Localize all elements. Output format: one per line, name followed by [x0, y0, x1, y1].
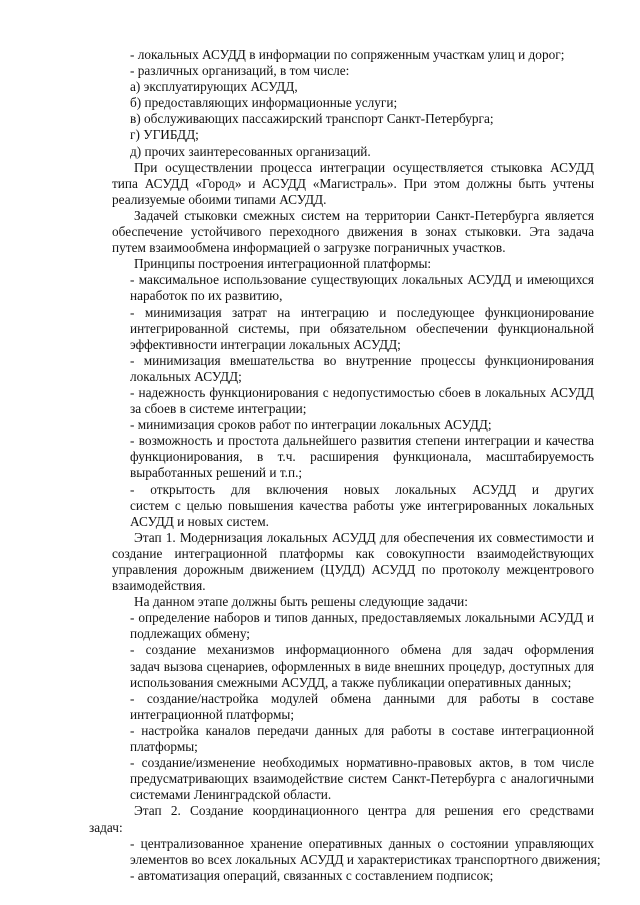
text-line: Этап 2. Создание координационного центра для решения его средствами: [134, 803, 594, 819]
text-line: реализуемые обоими типами АСУДД.: [112, 191, 327, 207]
text-line: - автоматизация операций, связанных с составлением подписок;: [130, 867, 494, 883]
text-line: Принципы построения интеграционной платформы:: [134, 256, 432, 272]
text-line: - минимизация сроков работ по интеграции локальных АСУДД;: [130, 417, 492, 433]
text-line: функционирования, в т.ч. расширения функционала, масштабируемость: [130, 449, 594, 465]
text-line: задач вызова сценариев, оформленных в виде внешних процедур, доступных для: [130, 658, 594, 674]
text-line: Задачей стыковки смежных систем на территории Санкт-Петербурга является: [134, 207, 594, 223]
text-line: - настройка каналов передачи данных для работы в составе интеграционной: [130, 722, 594, 738]
text-line: АСУДД и новых систем.: [130, 513, 269, 529]
text-line: - надежность функционирования с недопустимостью сбоев в локальных АСУДД: [130, 384, 594, 400]
text-line: взаимодействия.: [112, 578, 206, 594]
text-line: - создание механизмов информационного обмена для задач оформления: [130, 642, 594, 658]
text-line: а) эксплуатирующих АСУДД,: [130, 79, 298, 95]
text-line: систем с целью повышения качества работы уже интегрированных локальных: [130, 497, 594, 513]
text-line: путем взаимообмена информацией о загрузке пограничных участков.: [112, 240, 506, 256]
text-line: - создание/настройка модулей обмена данными для работы в составе: [130, 690, 594, 706]
text-line: платформы;: [130, 739, 198, 755]
text-line: типа АСУДД «Город» и АСУДД «Магистраль». При этом должны быть учтены: [112, 175, 594, 191]
text-line: задач:: [89, 819, 123, 835]
text-line: элементов во всех локальных АСУДД и характеристиках транспортного движения;: [130, 851, 601, 867]
text-line: наработок по их развитию,: [130, 288, 283, 304]
text-line: создание интеграционной платформы как совокупности взаимодействующих: [112, 545, 594, 561]
text-line: за сбоев в системе интеграции;: [130, 401, 307, 417]
text-line: управления дорожным движением (ЦУДД) АСУДД по протоколу межцентрового: [112, 562, 594, 577]
text-line: - открытость для включения новых локальных АСУДД и других: [130, 481, 594, 497]
text-line: - централизованное хранение оперативных данных о состоянии управляющих: [130, 835, 594, 851]
text-line: г) УГИБДД;: [130, 127, 199, 143]
text-line: обеспечение устойчивого переходного движения в зонах стыковки. Эта задача: [112, 224, 594, 240]
text-line: использования смежными АСУДД, а также публикации оперативных данных;: [130, 674, 572, 690]
text-line: При осуществлении процесса интеграции осуществляется стыковка АСУДД: [134, 159, 594, 175]
text-line: в) обслуживающих пассажирский транспорт Санкт-Петербурга;: [130, 111, 494, 127]
text-line: - создание/изменение необходимых нормативно-правовых актов, в том числе: [130, 755, 594, 771]
text-line: д) прочих заинтересованных организаций.: [130, 143, 371, 159]
text-line: выработанных решений и т.п.;: [130, 465, 303, 481]
text-line: - максимальное использование существующих локальных АСУДД и имеющихся: [130, 272, 594, 288]
text-line: Этап 1. Модернизация локальных АСУДД для обеспечения их совместимости и: [134, 529, 594, 545]
text-line: - минимизация вмешательства во внутренние процессы функционирования: [130, 352, 594, 368]
text-line: - различных организаций, в том числе:: [130, 63, 350, 79]
text-line: интегрированной системы, при обязательном обеспечении функциональной: [130, 320, 594, 336]
text-line: предусматривающих взаимодействие систем Санкт-Петербурга с аналогичными: [130, 771, 594, 787]
text-line: локальных АСУДД;: [130, 368, 242, 384]
text-line: интеграционной платформы;: [130, 706, 295, 722]
text-line: б) предоставляющих информационные услуги;: [130, 95, 398, 111]
text-line: эффективности интеграции локальных АСУДД;: [130, 336, 401, 352]
text-line: - определение наборов и типов данных, предоставляемых локальными АСУДД и: [130, 610, 594, 626]
text-line: - минимизация затрат на интеграцию и последующее функционирование: [130, 304, 594, 320]
document-body: [89, 47, 601, 884]
text-line: системами Ленинградской области.: [130, 787, 332, 803]
text-line: На данном этапе должны быть решены следующие задачи:: [134, 594, 468, 610]
text-line: - возможность и простота дальнейшего развития степени интеграции и качества: [130, 433, 594, 449]
text-line: - локальных АСУДД в информации по сопряженным участкам улиц и дорог;: [130, 47, 565, 62]
text-line: подлежащих обмену;: [130, 626, 250, 642]
